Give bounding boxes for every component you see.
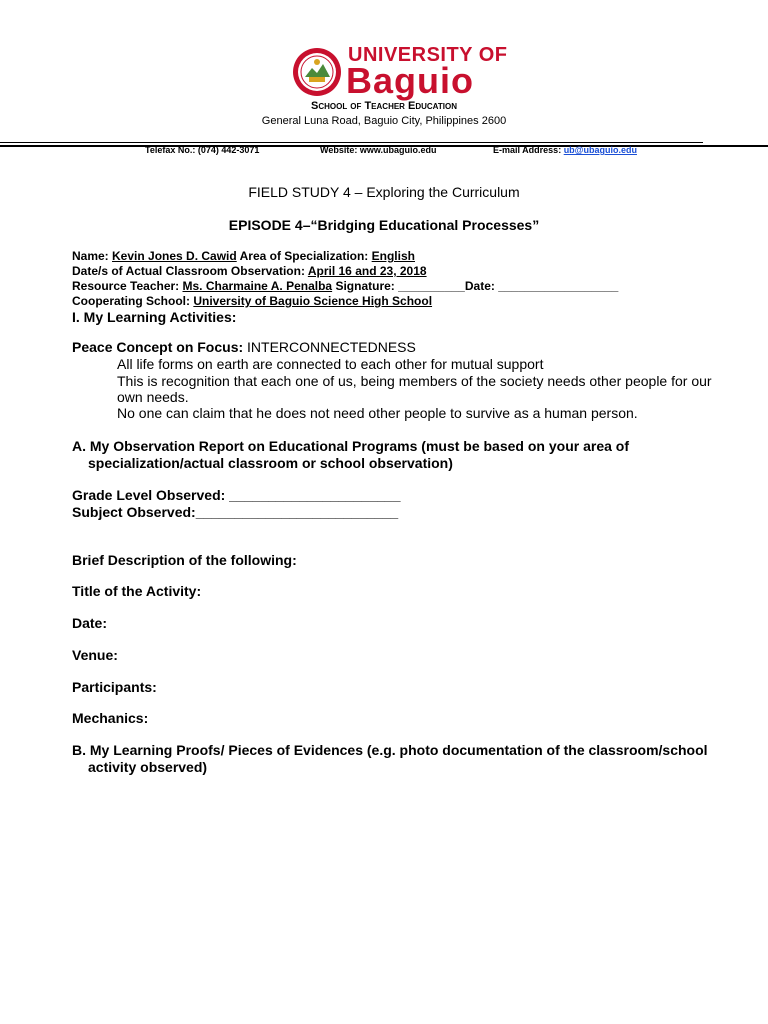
peace-line: own needs.: [117, 389, 189, 405]
peace-value: INTERCONNECTEDNESS: [247, 339, 416, 355]
peace-line: All life forms on earth are connected to each other for mutual support: [117, 356, 544, 372]
email-link[interactable]: ub@ubaguio.edu: [563, 145, 637, 155]
telefax: Telefax No.: (074) 442-3071: [145, 145, 260, 155]
document-title: FIELD STUDY 4 – Exploring the Curriculum: [248, 184, 520, 200]
venue-field: Venue:: [72, 647, 118, 663]
subject-field: Subject Observed:__________________________: [72, 504, 399, 520]
section-a-heading-cont: specialization/actual classroom or school observation): [88, 455, 453, 471]
signature-date: Signature: __________Date: __________________: [332, 279, 619, 293]
school-line: [72, 294, 432, 308]
address: General Luna Road, Baguio City, Philippines 2600: [261, 115, 507, 127]
grade-level-field: Grade Level Observed: ______________________: [72, 487, 401, 503]
peace-line: This is recognition that each one of us, being members of the society needs other people for our: [117, 373, 712, 389]
area-value: English: [371, 249, 415, 263]
episode-title: EPISODE 4–“Bridging Educational Processes”: [228, 217, 540, 233]
mechanics-field: Mechanics:: [72, 710, 149, 726]
email-line: [493, 145, 637, 155]
university-seal-icon: [292, 47, 342, 97]
brief-description-heading: Brief Description of the following:: [72, 552, 297, 568]
website: Website: www.ubaguio.edu: [320, 145, 437, 155]
school-name: School of Teacher Education: [311, 100, 457, 112]
section-a-heading: A. My Observation Report on Educational Programs (must be based on your area of: [72, 438, 629, 454]
dates-label: Date/s of Actual Classroom Observation:: [72, 264, 308, 278]
name-value: Kevin Jones D. Cawid: [112, 249, 237, 263]
university-name-line1: UNIVERSITY OF: [348, 44, 508, 66]
participants-field: Participants:: [72, 679, 157, 695]
teacher-line: [72, 279, 618, 293]
university-name-line2: Baguio: [346, 60, 474, 101]
dates-value: April 16 and 23, 2018: [307, 264, 427, 278]
school-label: Cooperating School:: [72, 294, 194, 308]
name-line: [72, 249, 415, 263]
area-label: Area of Specialization:: [236, 249, 372, 263]
section-b-heading-cont: activity observed): [88, 759, 208, 775]
peace-concept-line: [72, 339, 416, 355]
school-value: University of Baguio Science High School: [193, 294, 433, 308]
activity-title-field: Title of the Activity:: [72, 583, 202, 599]
header-divider: [0, 142, 703, 143]
email-label: E-mail Address:: [493, 145, 564, 155]
peace-line: No one can claim that he does not need other people to survive as a human person.: [117, 405, 638, 421]
teacher-label: Resource Teacher:: [72, 279, 183, 293]
date-field: Date:: [72, 615, 108, 631]
section-learning-activities: I. My Learning Activities:: [72, 309, 237, 325]
peace-label: Peace Concept on Focus:: [72, 339, 248, 355]
name-label: Name:: [72, 249, 113, 263]
dates-line: [72, 264, 427, 278]
teacher-value: Ms. Charmaine A. Penalba: [182, 279, 333, 293]
section-b-heading: B. My Learning Proofs/ Pieces of Evidences (e.g. photo documentation of the classroom/school: [72, 742, 708, 758]
